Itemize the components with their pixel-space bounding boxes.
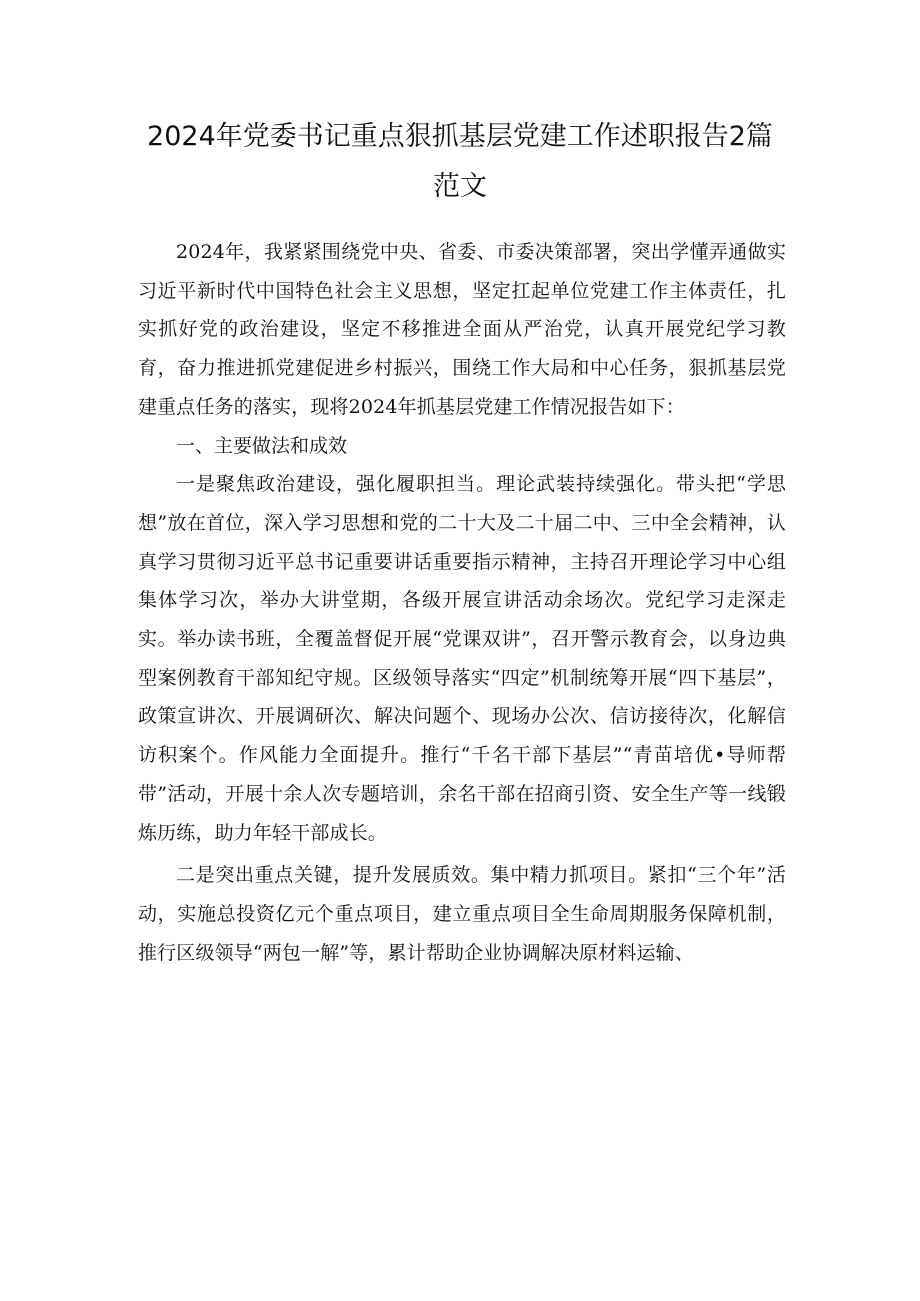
document-title-line-2: 范文: [433, 171, 487, 202]
document-title: [120, 112, 800, 212]
section-heading: 一、主要做法和成效: [176, 434, 348, 457]
body-paragraph-1: 一是聚焦政治建设，强化履职担当。理论武装持续强化。带头把“学思想”放在首位，深入学习思想和党的二十大及二十届二中、三中全会精神，认真学习贯彻习近平总书记重要讲话重要指示精神，主持召开理论学习中心组集体学习次，举办大讲堂期，各级开展宣讲活动余场次。党纪学习走深走实。举办读书班，全覆盖督促开展“党课双讲”，召开警示教育会，以身边典型案例教育干部知纪守规。区级领导落实“四定”机制统筹开展“四下基层”，政策宣讲次、开展调研次、解决问题个、现场办公次、信访接待次，化解信访积案个。作风能力全面提升。推行“千名干部下基层”“青苗培优•导师帮带”活动，开展十余人次专题培训，余名干部在招商引资、安全生产等一线锻炼历练，助力年轻干部成长。: [138, 473, 786, 844]
body-paragraph-2: 二是突出重点关键，提升发展质效。集中精力抓项目。紧扣“三个年”活动，实施总投资亿元个重点项目，建立重点项目全生命周期服务保障机制，推行区级领导“两包一解”等，累计帮助企业协调解决原材料运输、: [138, 864, 786, 964]
document-title-line-1: 2024年党委书记重点狠抓基层党建工作述职报告2篇: [147, 121, 773, 152]
document-body: [138, 233, 786, 972]
intro-paragraph: 2024年，我紧紧围绕党中央、省委、市委决策部署，突出学懂弄通做实习近平新时代中国特色社会主义思想，坚定扛起单位党建工作主体责任，扎实抓好党的政治建设，坚定不移推进全面从严治党，认真开展党纪学习教育，奋力推进抓党建促进乡村振兴，围绕工作大局和中心任务，狠抓基层党建重点任务的落实，现将2024年抓基层党建工作情况报告如下：: [138, 241, 786, 418]
